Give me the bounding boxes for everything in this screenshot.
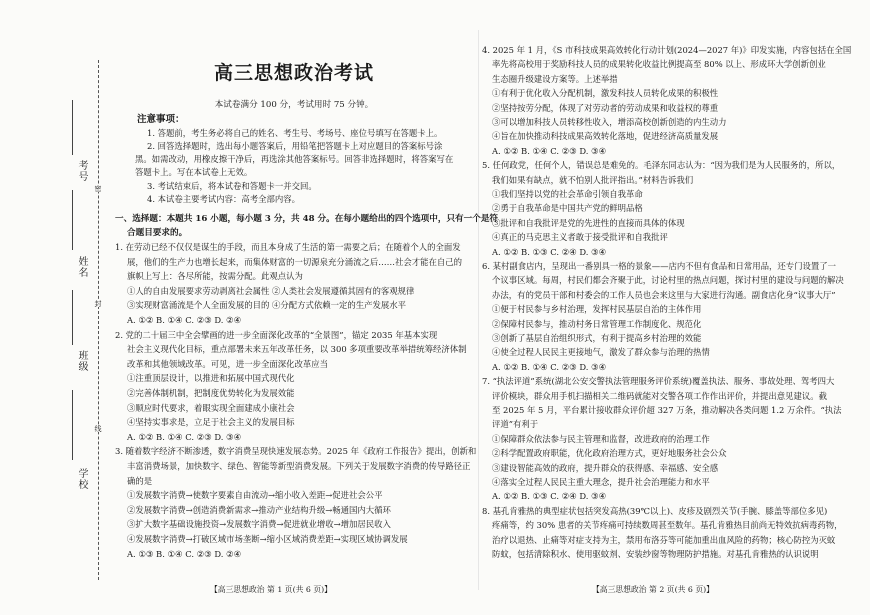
question-stem: 2. 党的二十届三中全会擘画的进一步全面深化改革的“全景图”，锚定 2035 年基本实现 xyxy=(115,329,438,340)
question-line: 展，他们的生产力也增长起来，而集体财富的一切源泉充分涌流之后……社会才能在自己的 xyxy=(127,256,462,267)
question-line: 疼痛等，约 30% 患者的关节疼痛可持续数周甚至数年。基孔肯雅热目前尚无特效抗病毒药物， xyxy=(492,520,843,531)
question-line: ③创新了基层自治组织形式，有利于提高乡村治理的效能 xyxy=(492,333,702,343)
question-stem: 3. 随着数字经济不断渗透，数字消费呈现快速发展态势。2025 年《政府工作报告》提出，创新和 xyxy=(115,446,477,457)
question-line: A. ①③ B. ①④ C. ②③ D. ②④ xyxy=(127,548,242,559)
question-line: ③顺应时代要求，着眼实现全面建成小康社会 xyxy=(127,402,295,413)
question-stem: 8. 基孔肯雅热的典型症状包括突发高热(39℃以上)、皮疹及剧烈关节(手腕、膝盖等部位多见) xyxy=(482,505,828,516)
question-line: ③建设智能高效的政府，提升群众的获得感、幸福感、安全感 xyxy=(492,462,719,473)
seal-seam-line xyxy=(98,60,99,580)
fill-line xyxy=(72,390,73,460)
question-line: 生态圈升级建设方案等。上述举措 xyxy=(492,73,618,84)
question-line: A. ①② B. ①④ C. ②③ D. ③④ xyxy=(492,145,607,156)
notice-line: 黑。如需改动，用橡皮擦干净后，再选涂其他答案标号。回答非选择题时，将答案写在 xyxy=(135,154,454,164)
question-line: ②坚持按劳分配，体现了对劳动者的劳动成果和收益权的尊重 xyxy=(492,102,719,113)
question-line: ②勇于自我革命是中国共产党的鲜明品格 xyxy=(492,203,643,214)
section-heading: 一、选择题：本题共 16 小题，每小题 3 分，共 48 分。在每小题给出的四个选项中，只有一个是符 xyxy=(115,214,499,224)
exam-title: 高三思想政治考试 xyxy=(213,62,374,84)
question-line: A. ①② B. ①④ C. ②③ D. ③④ xyxy=(127,431,242,442)
question-line: ③可以增加科技人员转移性收入，增添高校创新创造的内生动力 xyxy=(492,117,727,127)
question-stem: 7. “执法评道”系统(湖北公安交警执法管理服务评价系统)覆盖执法、服务、事故处理、驾考四大 xyxy=(482,376,835,387)
fill-line xyxy=(72,290,73,345)
question-line: 防蚊，包括清除积水、使用驱蚊剂、安装纱窗等物理防护措施。对基孔肯雅热的认识说明 xyxy=(492,549,819,559)
question-line: 旗帜上写上：各尽所能，按需分配。此观点认为 xyxy=(127,271,303,282)
side-label-school: 学校 xyxy=(76,468,87,490)
question-line: 办法，有的党员干部和村委会的工作人员也会来这里与大家进行沟通。副食店化身“议事大厅” xyxy=(492,289,836,300)
question-line: 丰富消费场景，加快数字、绿色、智能等新型消费发展。下列关于发展数字消费的传导路径正 xyxy=(127,461,471,471)
question-line: 改革和其他领域改革。可见，进一步全面深化改革应当 xyxy=(127,358,328,369)
question-line: ②完善体制机制，把制度优势转化为发展效能 xyxy=(127,388,295,398)
question-line: ②保障村民参与，推动村务日常管理工作制度化、规范化 xyxy=(492,318,702,329)
question-line: ④落实全过程人民民主重大理念，提升社会治理能力和水平 xyxy=(492,477,710,487)
question-line: A. ①② B. ①④ C. ②③ D. ②④ xyxy=(127,315,242,325)
question-line: A. ①② B. ①④ C. ②③ D. ③④ xyxy=(492,361,607,372)
question-line: 率先将高校用于奖励科技人员的成果转化收益比例提高至 80% 以上、形成环大学创新创业 xyxy=(492,59,826,70)
question-line: ①便于村民参与乡村治理，发挥村民基层自治的主体作用 xyxy=(492,304,702,315)
section-heading: 合题目要求的。 xyxy=(127,228,188,238)
column-divider xyxy=(478,30,479,590)
question-line: 评道”有利于 xyxy=(492,419,539,430)
question-line: ①有利于优化收入分配机制，激发科技人员转化成果的积极性 xyxy=(492,88,719,99)
question-stem: 1. 在劳动已经不仅仅是谋生的手段，而且本身成了生活的第一需要之后；在随着个人的全面发 xyxy=(115,242,461,252)
seal-mark: 线 xyxy=(94,425,102,432)
question-line: ④坚持实事求是，立足于社会主义的发展目标 xyxy=(127,417,295,428)
page-footer-1: 【高三思想政治 第 1 页(共 6 页)】 xyxy=(210,585,332,594)
question-line: 确的是 xyxy=(127,475,153,486)
fill-line xyxy=(72,100,73,155)
binding-margin xyxy=(0,0,108,615)
question-line: A. ①② B. ①③ C. ②④ D. ③④ xyxy=(492,246,607,257)
question-stem: 4. 2025 年 1 月，《S 市科技成果高效转化行动计划(2024—2027 年)》印发实施，内容包括在全国 xyxy=(482,45,852,55)
question-stem: 5. 任何政党，任何个人，错误总是难免的。毛泽东同志认为：“因为我们是为人民服务的，所以， xyxy=(482,160,841,171)
page-footer-2: 【高三思想政治 第 2 页(共 6 页)】 xyxy=(592,585,714,594)
side-label-name: 姓名 xyxy=(76,256,87,278)
question-line: ④旨在加快推动科技成果高效转化落地，促进经济高质量发展 xyxy=(492,131,719,142)
exam-subtitle: 本试卷满分 100 分，考试用时 75 分钟。 xyxy=(214,100,374,110)
side-label-exam-number: 考号 xyxy=(76,160,87,182)
seal-mark: 封 xyxy=(94,300,102,307)
seal-mark: 密 xyxy=(94,185,102,192)
question-line: 个议事区域。每周，村民们都会齐聚于此，讨论村里的热点问题，探讨村里的建设与问题的解决 xyxy=(492,275,844,286)
question-line: ②发展数字消费→创造消费新需求→推动产业结构升级→畅通国内大循环 xyxy=(127,504,391,515)
notice-line: 1. 答题前，考生务必将自己的姓名、考生号、考场号、座位号填写在答题卡上。 xyxy=(147,128,443,138)
question-line: 评价模块，群众用手机扫描相关二维码就能对交警各项工作作出评价，并提出意见建议。截 xyxy=(492,390,827,401)
notice-heading: 注意事项： xyxy=(137,114,185,125)
question-line: ④发展数字消费→打破区域市场垄断→缩小区域消费差距→实现区域协调发展 xyxy=(127,534,408,544)
notice-line: 2. 回答选择题时，选出每小题答案后，用铅笔把答题卡上对应题目的答案标号涂 xyxy=(147,141,443,151)
question-line: ③扩大数字基础设施投资→发展数字消费→促进就业增收→增加居民收入 xyxy=(127,519,391,530)
side-label-class: 班级 xyxy=(76,350,87,372)
question-line: ③实现财富涌流是个人全面发展的目的 ④分配方式依赖一定的生产发展水平 xyxy=(127,300,407,311)
question-stem: 6. 某村副食店内，呈现出一番别具一格的景象——店内不但有食品和日常用品，还专门设置了一 xyxy=(482,261,837,271)
notice-line: 答题卡上。写在本试卷上无效。 xyxy=(135,167,253,177)
question-line: 我们如果有缺点，就不怕别人批评指出。”材料告诉我们 xyxy=(492,174,694,185)
question-line: 至 2025 年 5 月，平台累计接收群众评价超 327 万条，推动解决各类问题 1.2 万余件。“执法 xyxy=(492,405,842,415)
question-line: 社会主义现代化目标，重点部署未来五年改革任务，以 300 多项重要改革举措统筹经济体制 xyxy=(127,344,467,355)
notice-line: 3. 考试结束后，将本试卷和答题卡一并交回。 xyxy=(147,181,317,191)
question-line: ③批评和自我批评是党的先进性的直接而具体的体现 xyxy=(492,217,685,228)
question-line: ①我们坚持以党的社会革命引领自我革命 xyxy=(492,189,643,199)
question-line: ①保障群众依法参与民主管理和监督，改进政府的治理工作 xyxy=(492,433,710,444)
fill-line xyxy=(72,190,73,250)
question-line: 治疗以退热、止痛等对症支持为主，禁用布洛芬等可能加重出血风险的药物；核心防控为灭蚊 xyxy=(492,534,836,545)
question-line: ②科学配置政府职能，优化政府治理方式，更好地服务社会公众 xyxy=(492,448,727,459)
question-line: ④真正的马克思主义者敢于接受批评和自我批评 xyxy=(492,232,668,243)
notice-line: 4. 本试卷主要考试内容：高考全部内容。 xyxy=(147,194,301,204)
question-line: ①注重顶层设计，以推进和拓展中国式现代化 xyxy=(127,373,295,384)
question-line: A. ①② B. ①③ C. ②④ D. ③④ xyxy=(492,491,607,502)
question-line: ①人的自由发展要求劳动剥离社会属性 ②人类社会发展遵循其固有的客观规律 xyxy=(127,285,415,296)
question-line: ①发展数字消费→使数字要素自由流动→缩小收入差距→促进社会公平 xyxy=(127,490,383,501)
question-line: ④使全过程人民民主更接地气，激发了群众参与治理的热情 xyxy=(492,347,710,358)
